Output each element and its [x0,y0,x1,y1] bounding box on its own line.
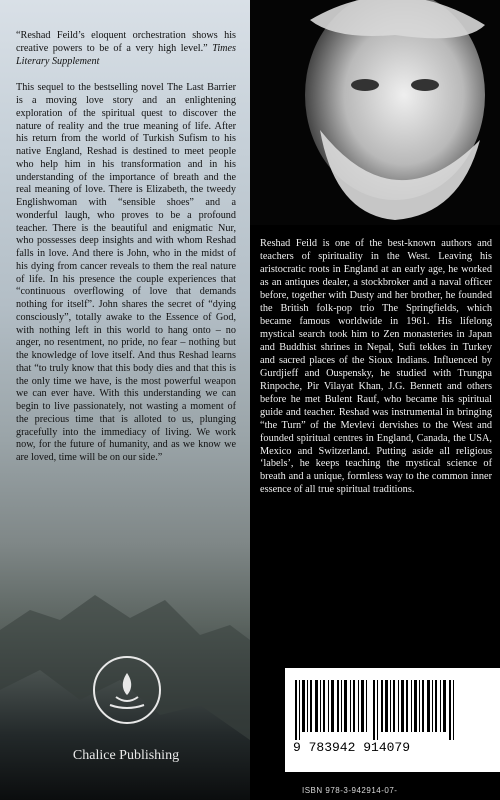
book-description: This sequel to the bestselling novel The Last Barrier is a moving love story and an enlightening exploration of the spiritual quest to discover the nature of reality and the true meaning of life. After his return from the world of Turkish Sufism to his native England, Reshad is destined to meet people who help him in his transformation and in his understanding of the importance of breath and the real meaning of love. There is Elizabeth, the tweedy Englishwoman with “sensible shoes” and a wonderful laugh, who proves to be a profound teacher. There is the beautiful and enigmatic Nur, who possesses deep insights and with whom Reshad falls in love. And there is John, who in the midst of his dying from cancer reveals to them the real nature of life. In his presence the couple experiences that “continuous overflowing of love that demands nothing for itself”. John shares the secret of “dying consciously”, totally awake to the Essence of God, with nothing left in this world to hang onto – no anger, no resentment, no pride, no fear – nothing but the knowledge of love itself. And thus Reshad learns that “to truly know that this body dies and that this is the only time we have, is the most powerful weapon we can ever have. With this understanding we can begin to live passionately, not wasting a moment of the precious time that is alloted to us, plunging gracefully into the immediacy of living. We work now, for the future of humanity, and as we know we are loved, time will be on our side.” [16,82,236,463]
barcode-icon [293,680,463,740]
review-quote [16,30,236,68]
author-biography: Reshad Feild is one of the best-known authors and teachers of spirituality in the West. Leaving his aristocratic roots in England at an early age, he worked as an antiques dealer, a stockbroker and a naval officer before, together with Dusty and her brother, he founded the British folk-pop trio The Springfields, which became famous worldwide in 1961. His lifelong mystical search took him to Zen monasteries in Japan and Buddhist shrines in Nepal, Sufi tekkes in Turkey and sacred places of the Sioux Indians. Influenced by Gurdjieff and Ouspensky, he studied with Trungpa Rinpoche, Pir Vilayat Khan, J.G. Bennett and others before he met Bulent Rauf, who became his spiritual guide and teacher. Reshad was instrumental in bringing “the Turn” of the Mevlevi dervishes to the West and founded spiritual centres in England, Canada, the USA, Mexico and Switzerland. Putting aside all religious ‘labels’, he keeps teaching the mystical science of breath and a unique, formless way to the common inner essence of all true spiritual traditions. [260,238,492,496]
chalice-logo-icon [92,655,162,725]
publisher-name: Chalice Publishing [72,748,180,763]
quote-source: Times Literary Supplement [16,42,236,67]
back-cover-right-panel [250,0,500,800]
barcode-area [285,668,500,772]
barcode-number: 9 783942 914079 [293,740,411,755]
isbn-label: ISBN 978-3-942914-07- [302,786,398,795]
quote-text: “Reshad Feild’s eloquent orchestration shows his creative powers to be of a very high level.” [16,30,236,54]
blurb-block [16,30,236,465]
author-portrait [250,0,500,225]
